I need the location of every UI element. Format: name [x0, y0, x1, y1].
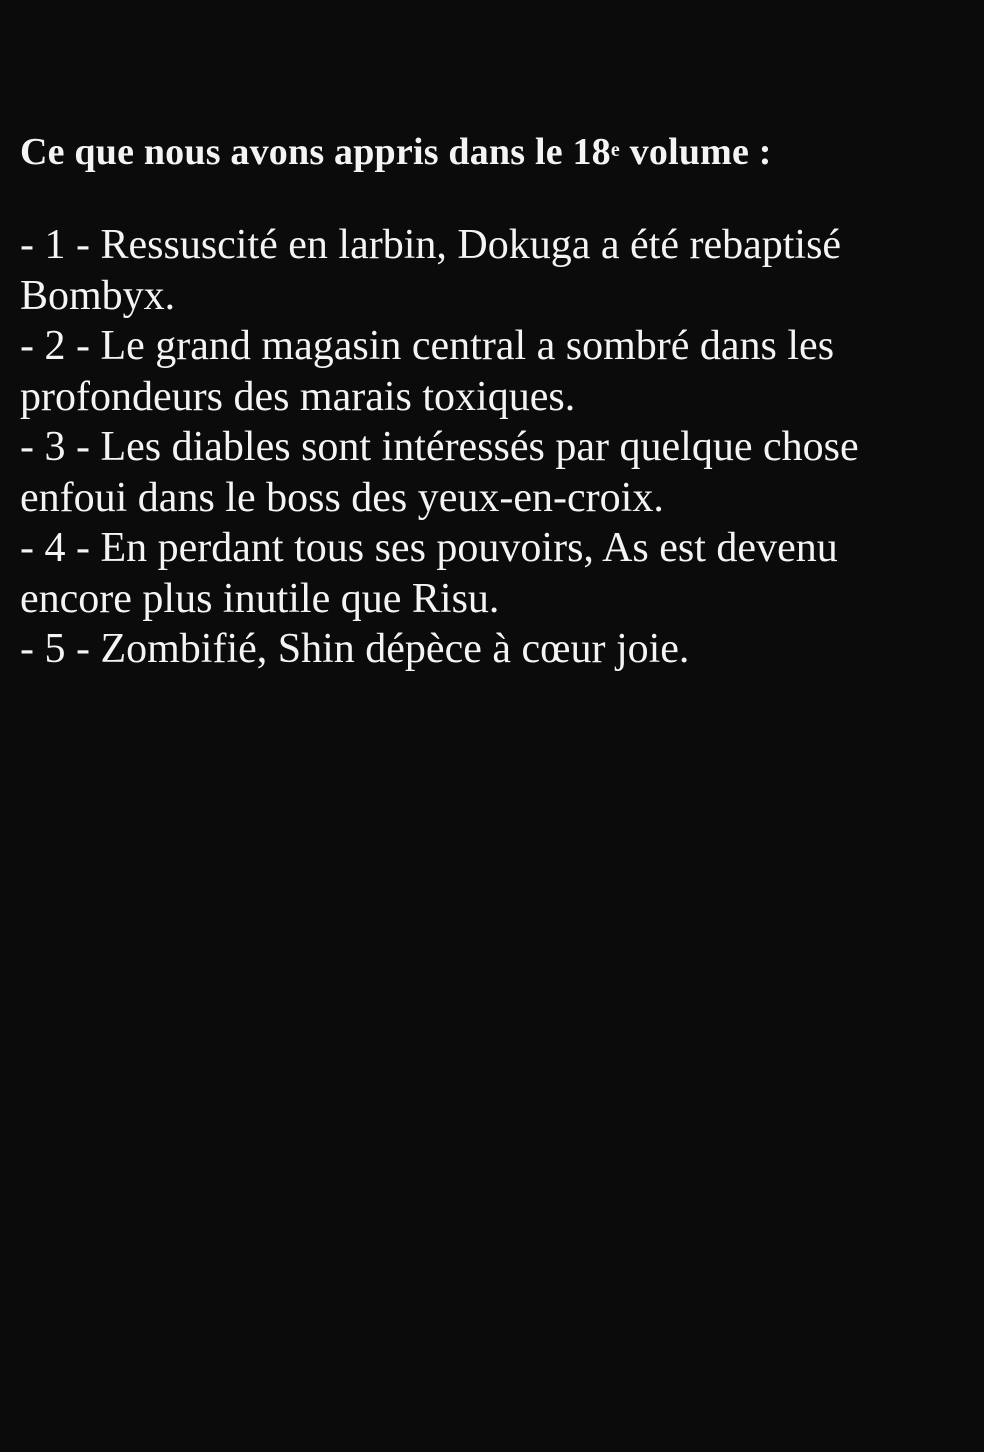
list-item: - 2 - Le grand magasin central a sombré dans les profondeurs des marais toxiques.: [20, 323, 835, 420]
page-title: [20, 126, 772, 178]
title-superscript: e: [610, 139, 620, 161]
title-text: Ce que nous avons appris dans le 18: [20, 131, 611, 173]
list-item: - 4 - En perdant tous ses pouvoirs, As est devenu encore plus inutile que Risu.: [20, 525, 838, 622]
summary-list: [20, 220, 950, 675]
list-item: - 1 - Ressuscité en larbin, Dokuga a été rebaptisé Bombyx.: [20, 222, 842, 319]
title-text-end: volume :: [619, 131, 772, 173]
list-item: - 3 - Les diables sont intéressés par quelque chose enfoui dans le boss des yeux-en-croix.: [20, 424, 859, 521]
list-item: - 5 - Zombifié, Shin dépèce à cœur joie.: [20, 626, 690, 672]
